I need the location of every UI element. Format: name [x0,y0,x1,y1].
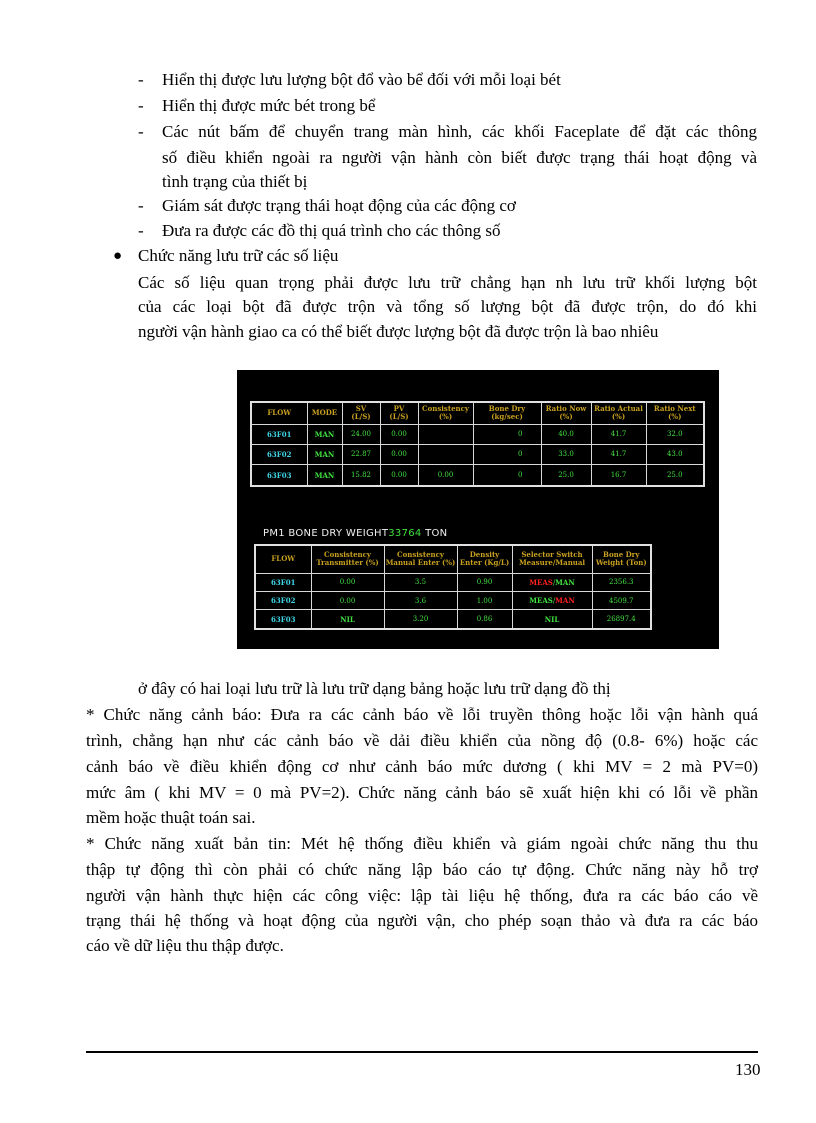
header-cell: Bone Dry Weight (Ton) [592,545,651,573]
list-dash: - [138,70,144,89]
paragraph-line: trạng thái hệ thống và hoạt động của người vận, cho phép soạn thảo và đưa ra các báo [86,911,758,930]
list-item: Các nút bấm để chuyển trang màn hình, các khối Faceplate để đặt các thông [162,122,757,141]
flow-tag: 63F01 [255,573,311,591]
density-value: 1.00 [457,591,512,609]
paragraph-line: người vận hành giao ca có thể biết được lượng bột đã được trộn là bao nhiêu [138,322,659,341]
ratio-next-value: 25.0 [646,465,704,486]
ratio-actual-value: 41.7 [591,444,646,464]
density-value: 0.90 [457,573,512,591]
ratio-next-value: 43.0 [646,444,704,464]
mode-value: MAN [307,424,342,444]
consistency-transmitter-value: NIL [311,610,384,629]
paragraph-line: người vận hành thực hiện các công việc: lập tài liệu hệ thống, đưa ra các báo cáo về [86,886,758,905]
consistency-manual-value: 3.5 [384,573,457,591]
bone-dry-value: 0 [473,465,541,486]
table-header-row [251,402,704,424]
list-dash: - [138,196,144,215]
paragraph-line: cảnh báo về điều khiển động cơ như cảnh báo mức dương ( khi MV = 2 mà PV=0) [86,757,758,776]
consistency-value: 0.00 [418,465,473,486]
page-number: 130 [735,1060,761,1079]
table-row [251,444,704,464]
bone-dry-weight-value: 4509.7 [592,591,651,609]
paragraph-line: mềm hoặc thuật toán sai. [86,808,256,827]
bullet-icon: ● [113,248,123,264]
list-item-continuation: tình trạng của thiết bị [162,172,308,191]
table-row [251,424,704,444]
flow-tag: 63F01 [251,424,307,444]
hmi-screenshot [237,370,719,649]
list-dash: - [138,221,144,240]
header-cell: Bone Dry (kg/sec) [473,402,541,424]
header-cell: FLOW [255,545,311,573]
weight-value: 33764 [388,528,422,539]
paragraph-line: của các loại bột đã được trộn và tổng số lượng bột đã được trộn, do đó khi [138,297,757,316]
list-dash: - [138,122,144,141]
header-cell: MODE [307,402,342,424]
weight-unit: TON [425,528,448,539]
bone-dry-value: 0 [473,444,541,464]
paragraph-line: mức âm ( khi MV = 0 mà PV=2). Chức năng cảnh báo sẽ xuất hiện khi có lỗi về phần [86,783,758,802]
list-item: Hiển thị được mức bét trong bể [162,96,376,115]
mode-value: MAN [307,444,342,464]
paragraph-line: cáo về dữ liệu thu thập được. [86,936,284,955]
figure-caption: ở đây có hai loại lưu trữ là lưu trữ dạng bảng hoặc lưu trữ dạng đồ thị [138,679,611,698]
paragraph-line: trình, chẳng hạn như các cảnh báo về dải điều khiển của nồng độ (0.8- 6%) hoặc các [86,731,758,750]
table-row [255,591,651,609]
list-item-continuation: số điều khiển ngoài ra người vận hành còn biết được trạng thái hoạt động và [162,148,757,167]
selector-switch: NIL [512,610,592,629]
bone-dry-weight-value: 26897.4 [592,610,651,629]
header-cell: Selector Switch Measure/Manual [512,545,592,573]
consistency-table [254,544,652,630]
flow-tag: 63F03 [251,465,307,486]
paragraph-line: * Chức năng xuất bản tin: Mét hệ thống điều khiển và giám ngoài chức năng thu thu [86,834,758,853]
paragraph-line: Các số liệu quan trọng phải được lưu trữ chẳng hạn nh lưu trữ khối lượng bột [138,273,757,292]
header-cell: Consistency (%) [418,402,473,424]
flow-ratio-table [250,401,705,487]
header-cell: Ratio Now (%) [541,402,591,424]
consistency-value [418,444,473,464]
pv-value: 0.00 [380,424,418,444]
consistency-transmitter-value: 0.00 [311,573,384,591]
selector-switch: MEAS/MAN [512,591,592,609]
table-row [251,465,704,486]
ratio-now-value: 25.0 [541,465,591,486]
ratio-now-value: 40.0 [541,424,591,444]
bone-dry-value: 0 [473,424,541,444]
ratio-actual-value: 41.7 [591,424,646,444]
consistency-manual-value: 3.20 [384,610,457,629]
paragraph-line: * Chức năng cảnh báo: Đưa ra các cảnh báo về lỗi truyền thông hoặc lỗi vận hành quá [86,705,758,724]
pv-value: 0.00 [380,444,418,464]
consistency-transmitter-value: 0.00 [311,591,384,609]
header-cell: Consistency Manual Enter (%) [384,545,457,573]
sv-value: 15.82 [342,465,380,486]
table-row [255,610,651,629]
table-row [255,573,651,591]
sv-value: 24.00 [342,424,380,444]
header-cell: Ratio Actual (%) [591,402,646,424]
header-cell: Consistency Transmitter (%) [311,545,384,573]
mode-value: MAN [307,465,342,486]
consistency-manual-value: 3.6 [384,591,457,609]
ratio-now-value: 33.0 [541,444,591,464]
header-cell: PV (L/S) [380,402,418,424]
bone-dry-weight-value: 2356.3 [592,573,651,591]
density-value: 0.86 [457,610,512,629]
bullet-heading: Chức năng lưu trữ các số liệu [138,246,339,265]
bone-dry-weight-readout [263,528,447,539]
header-cell: SV (L/S) [342,402,380,424]
weight-label: PM1 BONE DRY WEIGHT [263,528,389,539]
sv-value: 22.87 [342,444,380,464]
ratio-actual-value: 16.7 [591,465,646,486]
flow-tag: 63F03 [255,610,311,629]
ratio-next-value: 32.0 [646,424,704,444]
table-header-row [255,545,651,573]
list-item: Đưa ra được các đồ thị quá trình cho các thông số [162,221,501,240]
consistency-value [418,424,473,444]
flow-tag: 63F02 [255,591,311,609]
header-cell: FLOW [251,402,307,424]
header-cell: Density Enter (Kg/L) [457,545,512,573]
header-cell: Ratio Next (%) [646,402,704,424]
selector-switch: MEAS/MAN [512,573,592,591]
paragraph-line: thập tự động thì còn phải có chức năng lập báo cáo tự động. Chức năng này hỗ trợ [86,860,758,879]
flow-tag: 63F02 [251,444,307,464]
list-dash: - [138,96,144,115]
list-item: Hiển thị được lưu lượng bột đổ vào bể đối với mỗi loại bét [162,70,561,89]
footer-rule [86,1051,758,1053]
pv-value: 0.00 [380,465,418,486]
list-item: Giám sát được trạng thái hoạt động của các động cơ [162,196,516,215]
